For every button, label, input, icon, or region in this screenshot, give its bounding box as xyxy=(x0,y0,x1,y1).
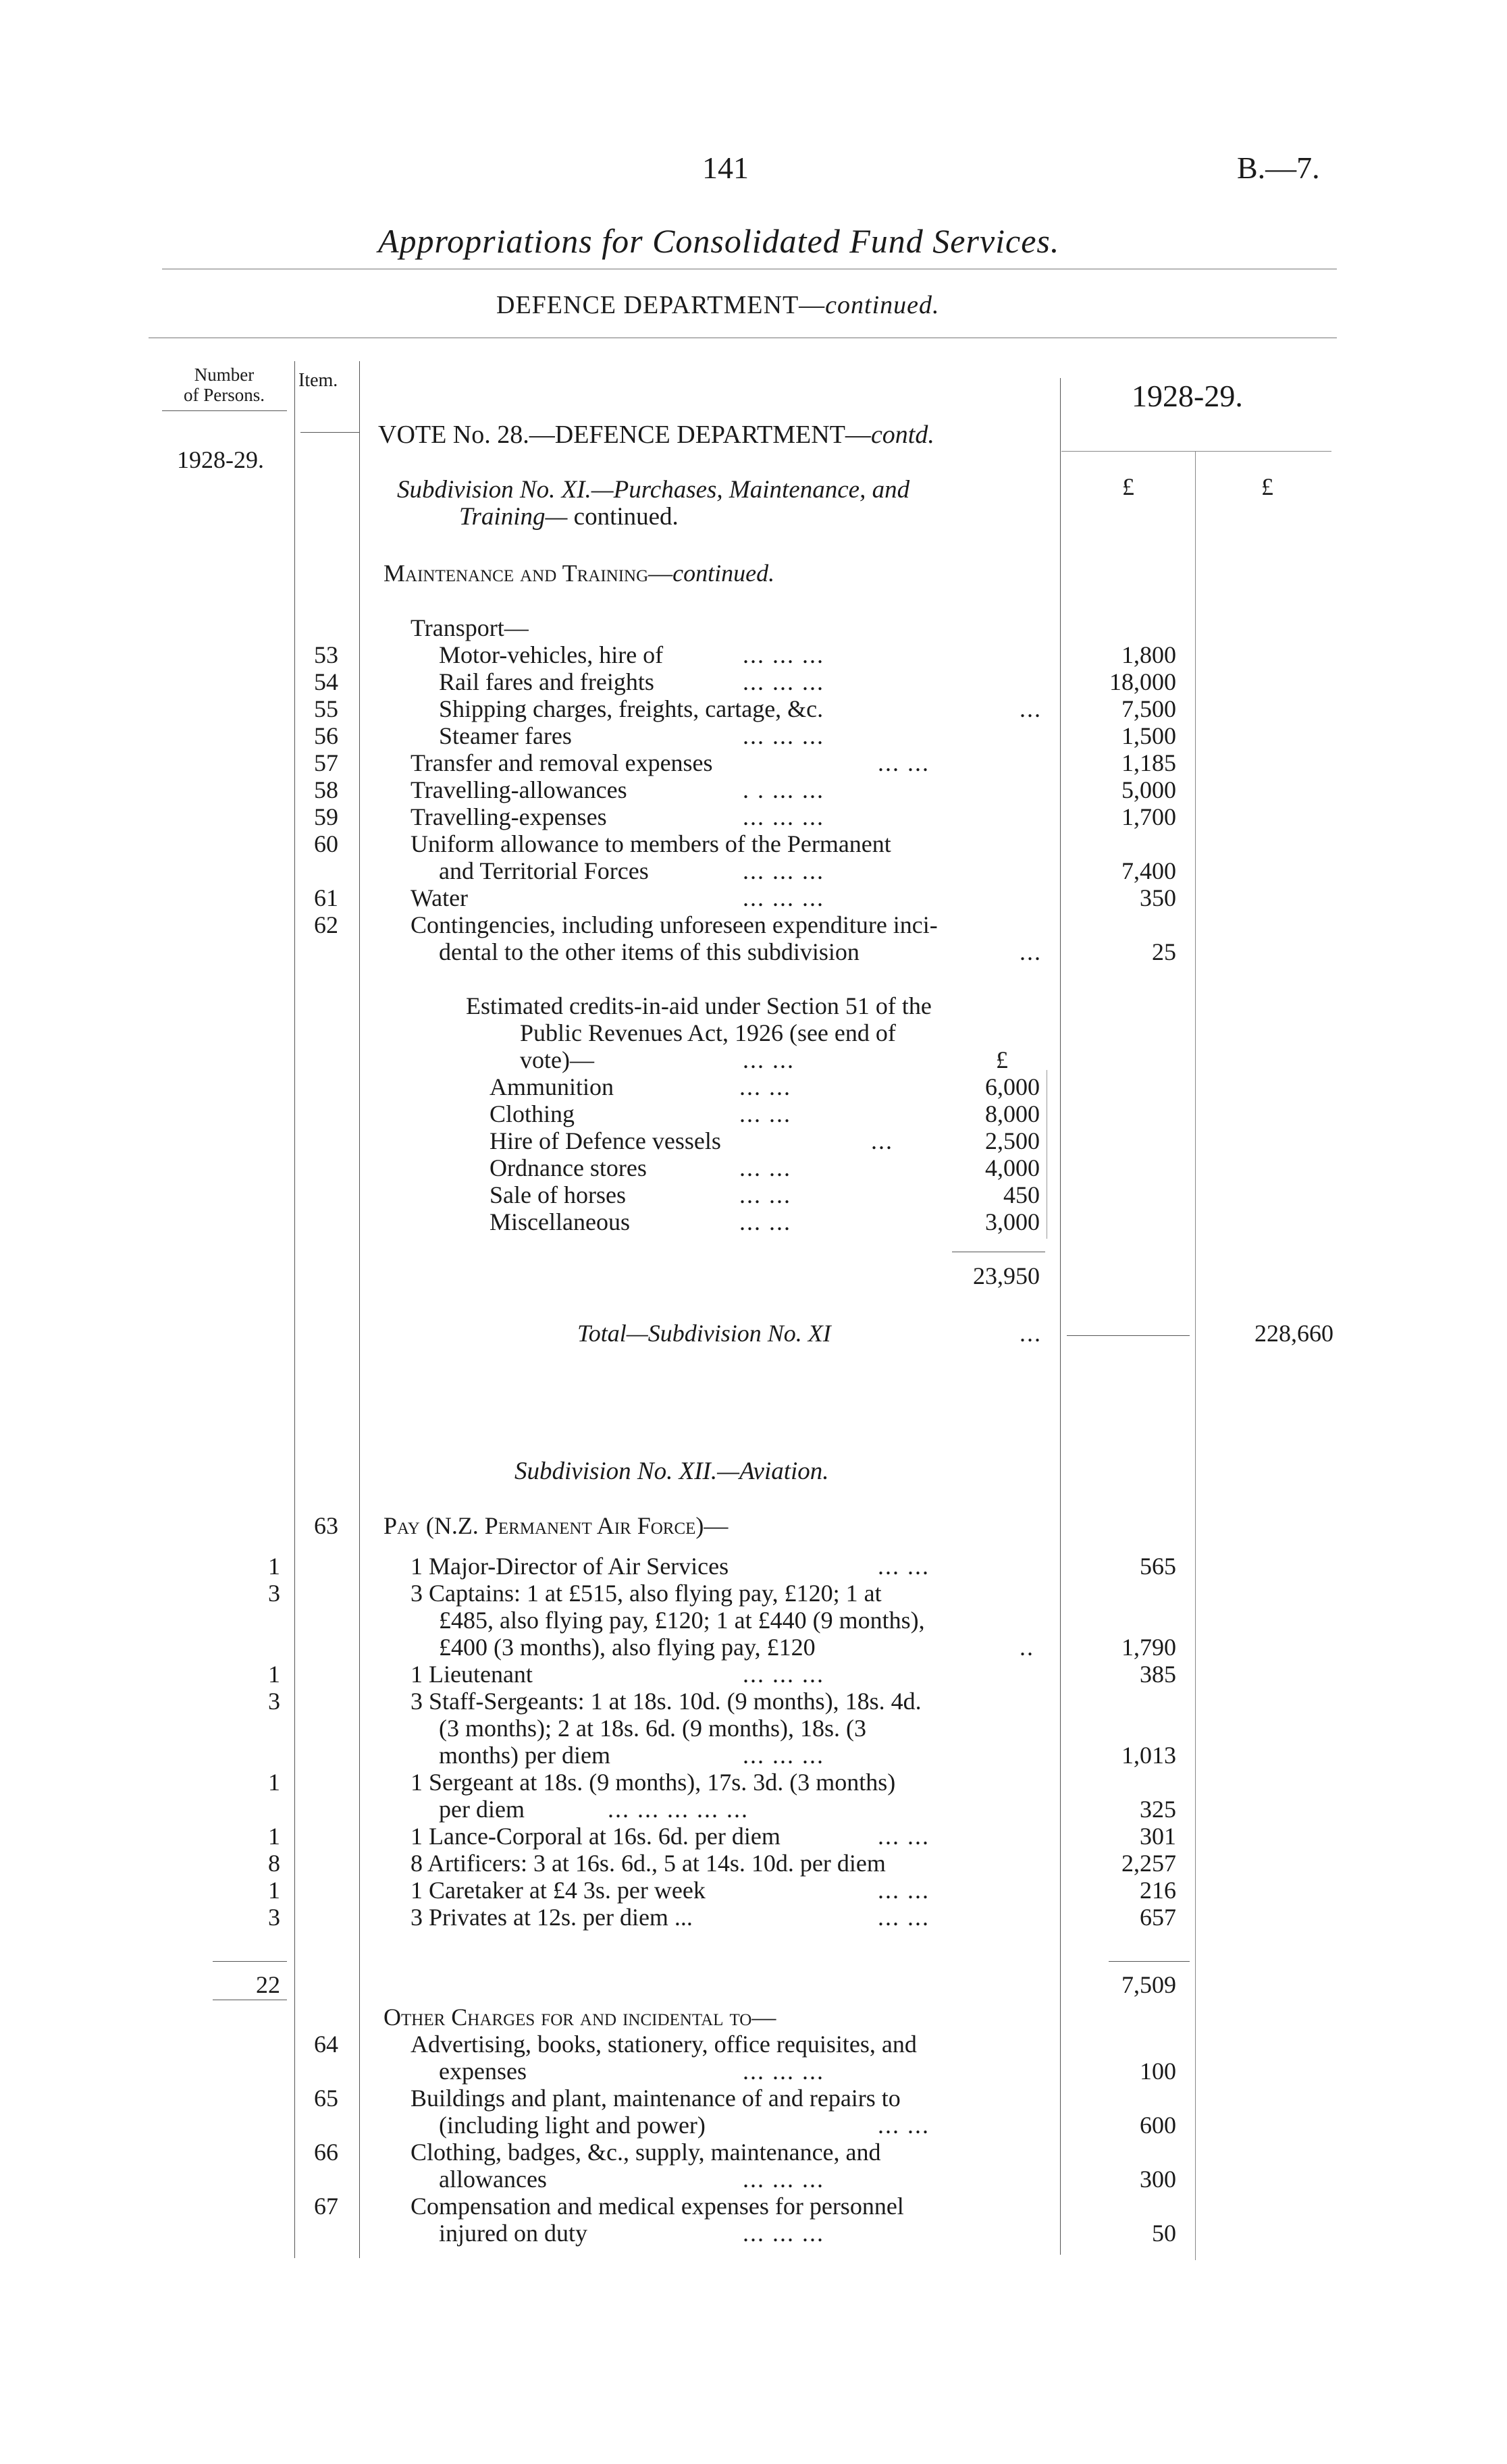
item-amount: 1,800 xyxy=(1121,641,1176,668)
credits-heading-line1: Estimated credits-in-aid under Section 51 of the xyxy=(466,992,932,1019)
credit-label: Miscellaneous xyxy=(490,1208,630,1235)
credit-label: Ordnance stores xyxy=(490,1154,647,1181)
pay-amount: 657 xyxy=(1140,1904,1176,1931)
persons-total: 22 xyxy=(256,1971,280,1998)
credits-heading-line3: vote)— xyxy=(520,1046,594,1073)
item-header-rule xyxy=(300,432,360,433)
pay-amount: 565 xyxy=(1140,1553,1176,1580)
vote-title-contd: contd. xyxy=(870,421,934,449)
persons-header-rule xyxy=(162,410,287,411)
item-label: Clothing, badges, &c., supply, maintenance, and xyxy=(411,2139,881,2166)
item-amount: 350 xyxy=(1140,884,1176,911)
leader-dots: ... ... ... xyxy=(743,857,824,884)
pay-line: 1 Caretaker at £4 3s. per week xyxy=(411,1877,706,1904)
sub11-section-heading xyxy=(384,559,774,587)
item-amount: 7,400 xyxy=(1121,857,1176,884)
pay-line: 1 Lieutenant xyxy=(411,1661,533,1688)
item-number: 67 xyxy=(314,2193,338,2220)
pound-column-1: £ xyxy=(1122,473,1134,500)
year-header-rule xyxy=(1061,451,1331,452)
pay-line-cont: per diem xyxy=(439,1796,525,1823)
year-column-header: 1928-29. xyxy=(1132,379,1243,413)
sub11-section-label: Maintenance and Training— xyxy=(384,560,673,587)
persons-label-1: Number xyxy=(194,365,255,385)
persons-count: 1 xyxy=(268,1877,280,1904)
pay-line-cont: £400 (3 months), also flying pay, £120 xyxy=(439,1634,816,1661)
pay-amount: 301 xyxy=(1140,1823,1176,1850)
item-label: Rail fares and freights xyxy=(439,668,654,695)
pay-line: 3 Privates at 12s. per diem ... xyxy=(411,1904,693,1931)
persons-item-divider xyxy=(294,361,295,2258)
leader-dots: ... ... ... xyxy=(743,722,824,749)
item-amount: 600 xyxy=(1140,2112,1176,2139)
item-number: 60 xyxy=(314,830,338,857)
item-number: 61 xyxy=(314,884,338,911)
item-label: Motor-vehicles, hire of xyxy=(439,641,664,668)
item-label-cont: allowances xyxy=(439,2166,547,2193)
pound-column-2: £ xyxy=(1261,473,1273,500)
credit-label: Hire of Defence vessels xyxy=(490,1127,721,1154)
item-label-cont: (including light and power) xyxy=(439,2112,706,2139)
credit-label: Clothing xyxy=(490,1100,575,1127)
item-amount: 7,500 xyxy=(1121,695,1176,722)
page-title: Appropriations for Consolidated Fund Services. xyxy=(378,222,1060,260)
item-text-divider xyxy=(359,361,360,2258)
leader-dots: ... ... ... xyxy=(743,2220,824,2247)
item-amount: 1,700 xyxy=(1121,803,1176,830)
department-continued: continued. xyxy=(825,291,940,319)
leader-dots: ... ... xyxy=(739,1208,791,1235)
pay-line: 1 Major-Director of Air Services xyxy=(411,1553,729,1580)
pay-amount: 325 xyxy=(1140,1796,1176,1823)
pay-line: 3 Staff-Sergeants: 1 at 18s. 10d. (9 months), 18s. 4d. xyxy=(411,1688,922,1715)
leader-dots: ... ... xyxy=(739,1073,791,1100)
pay-line: 8 Artificers: 3 at 16s. 6d., 5 at 14s. 10d. per diem xyxy=(411,1850,886,1877)
item-number: 55 xyxy=(314,695,338,722)
leader-dots: ... ... xyxy=(739,1181,791,1208)
pay-amount: 385 xyxy=(1140,1661,1176,1688)
credits-pound: £ xyxy=(996,1046,1008,1073)
leader-dots: ... ... xyxy=(878,2112,930,2139)
department-heading xyxy=(496,290,940,320)
item-amount: 300 xyxy=(1140,2166,1176,2193)
persons-count: 1 xyxy=(268,1823,280,1850)
credit-amount: 8,000 xyxy=(985,1100,1040,1127)
item-label: Contingencies, including unforeseen expenditure inci- xyxy=(411,911,938,938)
document-reference: B.—7. xyxy=(1237,151,1320,185)
item-label: Buildings and plant, maintenance of and repairs to xyxy=(411,2085,901,2112)
leader-dots: ... ... xyxy=(878,1877,930,1904)
persons-count: 1 xyxy=(268,1661,280,1688)
sub11-section-continued: continued. xyxy=(672,560,775,587)
item-label-cont: and Territorial Forces xyxy=(439,857,649,884)
leader-dots: ... xyxy=(871,1127,893,1154)
pay-total-rule xyxy=(1109,1961,1190,1962)
item-label: Steamer fares xyxy=(439,722,572,749)
credit-amount: 6,000 xyxy=(985,1073,1040,1100)
credit-label: Sale of horses xyxy=(490,1181,626,1208)
item-number: 63 xyxy=(314,1512,338,1539)
item-amount: 18,000 xyxy=(1109,668,1176,695)
vote-title-text: VOTE No. 28.—DEFENCE DEPARTMENT— xyxy=(378,421,871,449)
item-label: Shipping charges, freights, cartage, &c. xyxy=(439,695,824,722)
pay-amount: 216 xyxy=(1140,1877,1176,1904)
item-amount: 50 xyxy=(1152,2220,1176,2247)
persons-label-2: of Persons. xyxy=(184,385,265,405)
credit-amount: 450 xyxy=(1003,1181,1040,1208)
item-column-header: Item. xyxy=(298,370,338,391)
pay-line-cont: months) per diem xyxy=(439,1742,610,1769)
sub11-heading-continued: continued. xyxy=(567,503,679,531)
leader-dots: ... xyxy=(1020,695,1042,722)
leader-dots: ... ... xyxy=(743,1046,795,1073)
persons-count: 3 xyxy=(268,1688,280,1715)
persons-count: 8 xyxy=(268,1850,280,1877)
item-amount: 25 xyxy=(1152,938,1176,965)
item-label-cont: expenses xyxy=(439,2058,527,2085)
pay-heading: Pay (N.Z. Permanent Air Force)— xyxy=(384,1512,729,1539)
persons-column-header xyxy=(170,365,278,405)
sub12-heading: Subdivision No. XII.—Aviation. xyxy=(514,1457,829,1485)
pay-line-cont: £485, also flying pay, £120; 1 at £440 (9 months), xyxy=(439,1607,925,1634)
credit-amount: 3,000 xyxy=(985,1208,1040,1235)
credits-heading-line2: Public Revenues Act, 1926 (see end of xyxy=(520,1019,896,1046)
item-amount: 100 xyxy=(1140,2058,1176,2085)
item-number: 57 xyxy=(314,749,338,776)
sub11-heading-line2 xyxy=(459,502,679,531)
leader-dots: ... ... xyxy=(878,749,930,776)
pay-amount: 1,013 xyxy=(1121,1742,1176,1769)
item-label: Travelling-allowances xyxy=(411,776,627,803)
pay-amount: 1,790 xyxy=(1121,1634,1176,1661)
leader-dots: ... ... ... xyxy=(743,641,824,668)
persons-count: 1 xyxy=(268,1553,280,1580)
credits-total: 23,950 xyxy=(973,1262,1040,1289)
leader-dots: ... ... xyxy=(878,1553,930,1580)
item-label: Uniform allowance to members of the Permanent xyxy=(411,830,891,857)
pay-line: 1 Lance-Corporal at 16s. 6d. per diem xyxy=(411,1823,781,1850)
item-number: 59 xyxy=(314,803,338,830)
leader-dots: ... ... ... xyxy=(743,668,824,695)
sub11-total-amount: 228,660 xyxy=(1254,1320,1333,1347)
pay-line-cont: (3 months); 2 at 18s. 6d. (9 months), 18s. (3 xyxy=(439,1715,866,1742)
leader-dots: ... xyxy=(1020,1320,1042,1347)
item-amount: 1,500 xyxy=(1121,722,1176,749)
leader-dots: ... ... xyxy=(878,1823,930,1850)
persons-count: 1 xyxy=(268,1769,280,1796)
leader-dots: ... ... ... xyxy=(743,1742,824,1769)
item-label-cont: injured on duty xyxy=(439,2220,587,2247)
leader-dots: ... ... ... ... ... xyxy=(608,1796,749,1823)
leader-dots: ... ... xyxy=(739,1154,791,1181)
leader-dots: ... ... xyxy=(878,1904,930,1931)
leader-dots: ... ... xyxy=(739,1100,791,1127)
item-amount: 5,000 xyxy=(1121,776,1176,803)
department-name: DEFENCE DEPARTMENT— xyxy=(496,291,826,319)
amount-total-divider xyxy=(1195,451,1196,2260)
leader-dots: .. xyxy=(1020,1634,1034,1661)
item-label-cont: dental to the other items of this subdivision xyxy=(439,938,860,965)
sub11-total-label: Total—Subdivision No. XI xyxy=(577,1320,831,1347)
other-charges-heading: Other Charges for and incidental to— xyxy=(384,2004,776,2031)
item-label: Water xyxy=(411,884,469,911)
item-amount: 1,185 xyxy=(1121,749,1176,776)
item-number: 56 xyxy=(314,722,338,749)
item-label: Travelling-expenses xyxy=(411,803,607,830)
leader-dots: ... ... ... xyxy=(743,884,824,911)
vote-title xyxy=(378,420,934,450)
pay-line: 1 Sergeant at 18s. (9 months), 17s. 3d. (3 months) xyxy=(411,1769,896,1796)
sub11-total-rule xyxy=(1067,1335,1190,1336)
persons-count: 3 xyxy=(268,1904,280,1931)
pay-amount: 2,257 xyxy=(1121,1850,1176,1877)
item-number: 64 xyxy=(314,2031,338,2058)
item-number: 66 xyxy=(314,2139,338,2166)
leader-dots: ... ... ... xyxy=(743,1661,824,1688)
pay-total: 7,509 xyxy=(1121,1971,1176,1998)
item-number: 54 xyxy=(314,668,338,695)
credit-amount: 2,500 xyxy=(985,1127,1040,1154)
persons-year: 1928-29. xyxy=(177,446,264,473)
leader-dots: ... ... ... xyxy=(743,2058,824,2085)
sub11-heading-training: Training— xyxy=(459,503,568,531)
item-number: 53 xyxy=(314,641,338,668)
leader-dots: ... ... ... xyxy=(743,2166,824,2193)
sub11-heading-line1: Subdivision No. XI.—Purchases, Maintenance, and xyxy=(397,476,910,504)
item-number: 58 xyxy=(314,776,338,803)
item-number: 62 xyxy=(314,911,338,938)
credit-label: Ammunition xyxy=(490,1073,614,1100)
transport-heading: Transport— xyxy=(411,614,529,641)
leader-dots: ... xyxy=(1020,938,1042,965)
text-amount-divider xyxy=(1060,378,1061,2255)
leader-dots: . . ... ... xyxy=(743,776,824,803)
item-label: Advertising, books, stationery, office requisites, and xyxy=(411,2031,917,2058)
page-number: 141 xyxy=(702,151,749,185)
leader-dots: ... ... ... xyxy=(743,803,824,830)
persons-count: 3 xyxy=(268,1580,280,1607)
credit-amount: 4,000 xyxy=(985,1154,1040,1181)
persons-total-rule-top xyxy=(213,1961,287,1962)
pay-line: 3 Captains: 1 at £515, also flying pay, £120; 1 at xyxy=(411,1580,882,1607)
item-label: Compensation and medical expenses for personnel xyxy=(411,2193,904,2220)
item-number: 65 xyxy=(314,2085,338,2112)
item-label: Transfer and removal expenses xyxy=(411,749,713,776)
